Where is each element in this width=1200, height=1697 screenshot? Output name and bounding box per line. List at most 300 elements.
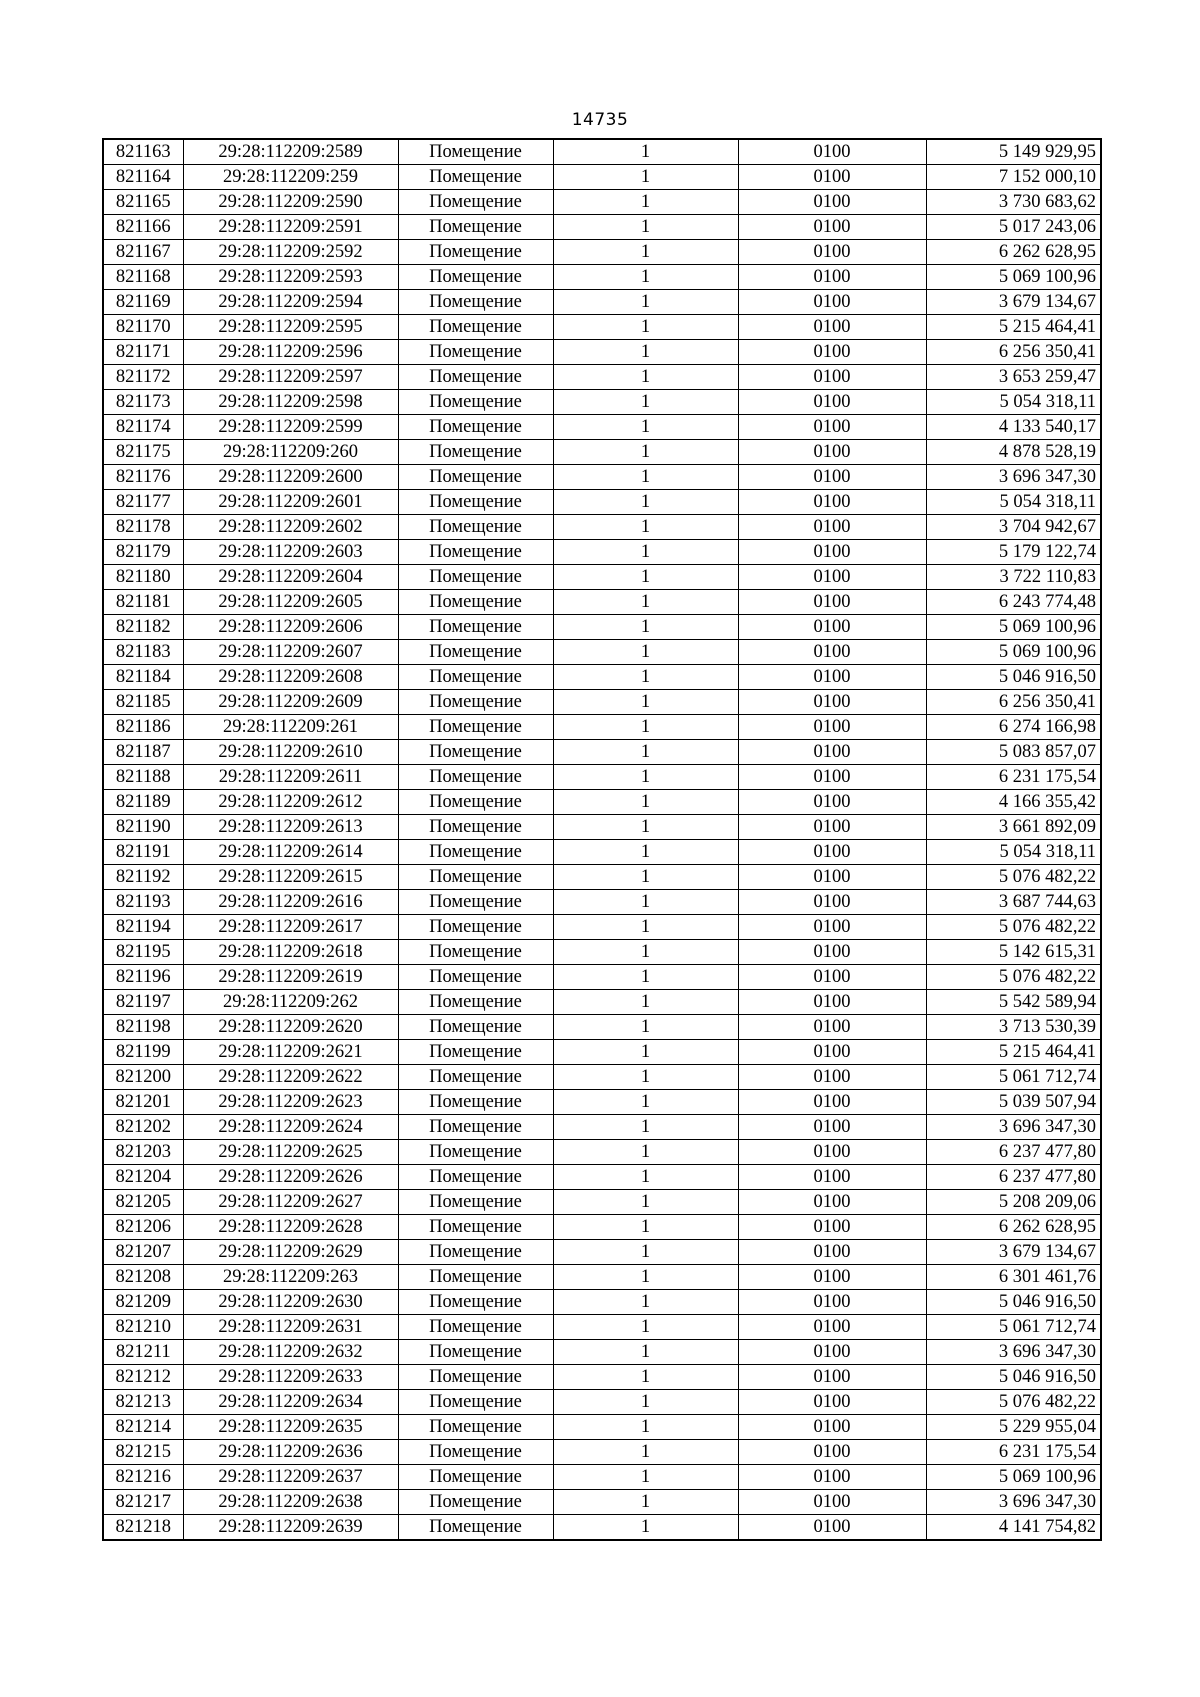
table-row	[103, 615, 1101, 640]
cadastral-number-cell: 29:28:112209:2600	[183, 465, 398, 490]
object-type-cell: Помещение	[398, 1115, 553, 1140]
table-row	[103, 540, 1101, 565]
cadastral-number-cell: 29:28:112209:2604	[183, 565, 398, 590]
cadastral-number-cell: 29:28:112209:262	[183, 990, 398, 1015]
object-type-cell: Помещение	[398, 990, 553, 1015]
cadastral-value-cell: 6 256 350,41	[926, 340, 1101, 365]
code-cell: 0100	[738, 340, 926, 365]
cadastral-number-cell: 29:28:112209:2611	[183, 765, 398, 790]
table-row	[103, 1340, 1101, 1365]
cadastral-value-cell: 5 542 589,94	[926, 990, 1101, 1015]
quantity-cell: 1	[553, 265, 738, 290]
row-number-cell: 821193	[103, 890, 183, 915]
code-cell: 0100	[738, 1090, 926, 1115]
table-row	[103, 365, 1101, 390]
cadastral-number-cell: 29:28:112209:2627	[183, 1190, 398, 1215]
cadastral-value-cell: 5 054 318,11	[926, 390, 1101, 415]
code-cell: 0100	[738, 565, 926, 590]
cadastral-value-cell: 3 722 110,83	[926, 565, 1101, 590]
cadastral-number-cell: 29:28:112209:2635	[183, 1415, 398, 1440]
row-number-cell: 821208	[103, 1265, 183, 1290]
table-row	[103, 940, 1101, 965]
cadastral-number-cell: 29:28:112209:259	[183, 165, 398, 190]
row-number-cell: 821206	[103, 1215, 183, 1240]
table-row	[103, 865, 1101, 890]
cadastral-number-cell: 29:28:112209:2606	[183, 615, 398, 640]
cadastral-value-cell: 3 679 134,67	[926, 290, 1101, 315]
quantity-cell: 1	[553, 440, 738, 465]
cadastral-value-cell: 5 215 464,41	[926, 1040, 1101, 1065]
code-cell: 0100	[738, 1240, 926, 1265]
table-row	[103, 1490, 1101, 1515]
table-row	[103, 890, 1101, 915]
object-type-cell: Помещение	[398, 1215, 553, 1240]
quantity-cell: 1	[553, 640, 738, 665]
table-row	[103, 1140, 1101, 1165]
row-number-cell: 821191	[103, 840, 183, 865]
quantity-cell: 1	[553, 540, 738, 565]
table-row	[103, 965, 1101, 990]
object-type-cell: Помещение	[398, 1340, 553, 1365]
object-type-cell: Помещение	[398, 790, 553, 815]
code-cell: 0100	[738, 215, 926, 240]
table-row	[103, 565, 1101, 590]
cadastral-number-cell: 29:28:112209:2631	[183, 1315, 398, 1340]
table-row	[103, 190, 1101, 215]
table-row	[103, 740, 1101, 765]
cadastral-value-cell: 5 046 916,50	[926, 1365, 1101, 1390]
row-number-cell: 821196	[103, 965, 183, 990]
table-row	[103, 490, 1101, 515]
object-type-cell: Помещение	[398, 815, 553, 840]
cadastral-value-cell: 6 274 166,98	[926, 715, 1101, 740]
code-cell: 0100	[738, 615, 926, 640]
quantity-cell: 1	[553, 990, 738, 1015]
row-number-cell: 821213	[103, 1390, 183, 1415]
code-cell: 0100	[738, 990, 926, 1015]
code-cell: 0100	[738, 815, 926, 840]
row-number-cell: 821181	[103, 590, 183, 615]
row-number-cell: 821217	[103, 1490, 183, 1515]
row-number-cell: 821170	[103, 315, 183, 340]
row-number-cell: 821175	[103, 440, 183, 465]
table-row	[103, 390, 1101, 415]
cadastral-value-cell: 6 262 628,95	[926, 240, 1101, 265]
row-number-cell: 821177	[103, 490, 183, 515]
cadastral-value-cell: 5 142 615,31	[926, 940, 1101, 965]
cadastral-number-cell: 29:28:112209:2626	[183, 1165, 398, 1190]
object-type-cell: Помещение	[398, 615, 553, 640]
object-type-cell: Помещение	[398, 1140, 553, 1165]
cadastral-value-cell: 5 069 100,96	[926, 1465, 1101, 1490]
object-type-cell: Помещение	[398, 865, 553, 890]
quantity-cell: 1	[553, 790, 738, 815]
cadastral-value-cell: 4 878 528,19	[926, 440, 1101, 465]
cadastral-value-cell: 5 054 318,11	[926, 840, 1101, 865]
code-cell: 0100	[738, 365, 926, 390]
quantity-cell: 1	[553, 665, 738, 690]
cadastral-value-cell: 5 061 712,74	[926, 1065, 1101, 1090]
code-cell: 0100	[738, 1265, 926, 1290]
code-cell: 0100	[738, 540, 926, 565]
code-cell: 0100	[738, 965, 926, 990]
quantity-cell: 1	[553, 1290, 738, 1315]
table-row	[103, 265, 1101, 290]
quantity-cell: 1	[553, 139, 738, 165]
row-number-cell: 821190	[103, 815, 183, 840]
object-type-cell: Помещение	[398, 715, 553, 740]
quantity-cell: 1	[553, 1015, 738, 1040]
table-row	[103, 765, 1101, 790]
cadastral-value-cell: 5 069 100,96	[926, 265, 1101, 290]
cadastral-number-cell: 29:28:112209:2620	[183, 1015, 398, 1040]
cadastral-value-cell: 5 061 712,74	[926, 1315, 1101, 1340]
row-number-cell: 821215	[103, 1440, 183, 1465]
table-row	[103, 590, 1101, 615]
row-number-cell: 821216	[103, 1465, 183, 1490]
cadastral-value-cell: 3 704 942,67	[926, 515, 1101, 540]
cadastral-number-cell: 29:28:112209:2612	[183, 790, 398, 815]
code-cell: 0100	[738, 590, 926, 615]
object-type-cell: Помещение	[398, 315, 553, 340]
cadastral-number-cell: 29:28:112209:2595	[183, 315, 398, 340]
quantity-cell: 1	[553, 190, 738, 215]
row-number-cell: 821209	[103, 1290, 183, 1315]
code-cell: 0100	[738, 1390, 926, 1415]
table-row	[103, 665, 1101, 690]
cadastral-number-cell: 29:28:112209:2596	[183, 340, 398, 365]
object-type-cell: Помещение	[398, 840, 553, 865]
object-type-cell: Помещение	[398, 1465, 553, 1490]
row-number-cell: 821171	[103, 340, 183, 365]
object-type-cell: Помещение	[398, 340, 553, 365]
cadastral-number-cell: 29:28:112209:2616	[183, 890, 398, 915]
cadastral-value-cell: 5 017 243,06	[926, 215, 1101, 240]
code-cell: 0100	[738, 840, 926, 865]
cadastral-number-cell: 29:28:112209:2619	[183, 965, 398, 990]
table-row	[103, 1065, 1101, 1090]
object-type-cell: Помещение	[398, 1090, 553, 1115]
registry-table	[102, 138, 1102, 1541]
cadastral-number-cell: 29:28:112209:2601	[183, 490, 398, 515]
cadastral-value-cell: 3 696 347,30	[926, 1340, 1101, 1365]
cadastral-number-cell: 29:28:112209:261	[183, 715, 398, 740]
row-number-cell: 821187	[103, 740, 183, 765]
cadastral-number-cell: 29:28:112209:2625	[183, 1140, 398, 1165]
quantity-cell: 1	[553, 365, 738, 390]
cadastral-value-cell: 6 231 175,54	[926, 1440, 1101, 1465]
row-number-cell: 821172	[103, 365, 183, 390]
row-number-cell: 821165	[103, 190, 183, 215]
cadastral-number-cell: 29:28:112209:2591	[183, 215, 398, 240]
table-row	[103, 915, 1101, 940]
quantity-cell: 1	[553, 915, 738, 940]
table-row	[103, 1415, 1101, 1440]
code-cell: 0100	[738, 290, 926, 315]
cadastral-value-cell: 5 076 482,22	[926, 965, 1101, 990]
row-number-cell: 821198	[103, 1015, 183, 1040]
object-type-cell: Помещение	[398, 1015, 553, 1040]
object-type-cell: Помещение	[398, 965, 553, 990]
cadastral-value-cell: 4 166 355,42	[926, 790, 1101, 815]
code-cell: 0100	[738, 1040, 926, 1065]
object-type-cell: Помещение	[398, 290, 553, 315]
table-row	[103, 440, 1101, 465]
cadastral-number-cell: 29:28:112209:2638	[183, 1490, 398, 1515]
cadastral-number-cell: 29:28:112209:2624	[183, 1115, 398, 1140]
object-type-cell: Помещение	[398, 1040, 553, 1065]
code-cell: 0100	[738, 1165, 926, 1190]
table-row	[103, 415, 1101, 440]
cadastral-value-cell: 6 237 477,80	[926, 1140, 1101, 1165]
object-type-cell: Помещение	[398, 515, 553, 540]
row-number-cell: 821210	[103, 1315, 183, 1340]
object-type-cell: Помещение	[398, 1290, 553, 1315]
row-number-cell: 821188	[103, 765, 183, 790]
quantity-cell: 1	[553, 940, 738, 965]
cadastral-value-cell: 5 149 929,95	[926, 139, 1101, 165]
object-type-cell: Помещение	[398, 465, 553, 490]
code-cell: 0100	[738, 1415, 926, 1440]
row-number-cell: 821179	[103, 540, 183, 565]
table-row	[103, 1090, 1101, 1115]
code-cell: 0100	[738, 1190, 926, 1215]
code-cell: 0100	[738, 690, 926, 715]
quantity-cell: 1	[553, 1315, 738, 1340]
table-row	[103, 165, 1101, 190]
quantity-cell: 1	[553, 1240, 738, 1265]
table-row	[103, 1265, 1101, 1290]
row-number-cell: 821197	[103, 990, 183, 1015]
cadastral-value-cell: 3 696 347,30	[926, 1490, 1101, 1515]
cadastral-value-cell: 7 152 000,10	[926, 165, 1101, 190]
object-type-cell: Помещение	[398, 1165, 553, 1190]
object-type-cell: Помещение	[398, 1315, 553, 1340]
code-cell: 0100	[738, 1215, 926, 1240]
page-number: 14735	[571, 110, 629, 130]
row-number-cell: 821199	[103, 1040, 183, 1065]
code-cell: 0100	[738, 490, 926, 515]
cadastral-number-cell: 29:28:112209:2605	[183, 590, 398, 615]
cadastral-number-cell: 29:28:112209:2615	[183, 865, 398, 890]
code-cell: 0100	[738, 190, 926, 215]
object-type-cell: Помещение	[398, 215, 553, 240]
cadastral-number-cell: 29:28:112209:260	[183, 440, 398, 465]
registry-table-body	[103, 139, 1101, 1540]
code-cell: 0100	[738, 465, 926, 490]
object-type-cell: Помещение	[398, 440, 553, 465]
code-cell: 0100	[738, 265, 926, 290]
cadastral-value-cell: 5 215 464,41	[926, 315, 1101, 340]
object-type-cell: Помещение	[398, 590, 553, 615]
cadastral-number-cell: 29:28:112209:2639	[183, 1515, 398, 1541]
code-cell: 0100	[738, 890, 926, 915]
row-number-cell: 821173	[103, 390, 183, 415]
row-number-cell: 821169	[103, 290, 183, 315]
cadastral-value-cell: 5 229 955,04	[926, 1415, 1101, 1440]
object-type-cell: Помещение	[398, 1365, 553, 1390]
cadastral-number-cell: 29:28:112209:2607	[183, 640, 398, 665]
quantity-cell: 1	[553, 1115, 738, 1140]
cadastral-value-cell: 5 069 100,96	[926, 640, 1101, 665]
cadastral-number-cell: 29:28:112209:2629	[183, 1240, 398, 1265]
quantity-cell: 1	[553, 1440, 738, 1465]
cadastral-number-cell: 29:28:112209:2621	[183, 1040, 398, 1065]
cadastral-value-cell: 3 653 259,47	[926, 365, 1101, 390]
quantity-cell: 1	[553, 415, 738, 440]
code-cell: 0100	[738, 1490, 926, 1515]
table-row	[103, 1440, 1101, 1465]
row-number-cell: 821185	[103, 690, 183, 715]
table-row	[103, 340, 1101, 365]
row-number-cell: 821204	[103, 1165, 183, 1190]
code-cell: 0100	[738, 1465, 926, 1490]
code-cell: 0100	[738, 1315, 926, 1340]
table-row	[103, 240, 1101, 265]
row-number-cell: 821201	[103, 1090, 183, 1115]
cadastral-value-cell: 5 076 482,22	[926, 915, 1101, 940]
object-type-cell: Помещение	[398, 540, 553, 565]
code-cell: 0100	[738, 165, 926, 190]
quantity-cell: 1	[553, 290, 738, 315]
table-row	[103, 315, 1101, 340]
cadastral-value-cell: 6 243 774,48	[926, 590, 1101, 615]
cadastral-value-cell: 3 730 683,62	[926, 190, 1101, 215]
object-type-cell: Помещение	[398, 1065, 553, 1090]
cadastral-value-cell: 5 179 122,74	[926, 540, 1101, 565]
cadastral-number-cell: 29:28:112209:2598	[183, 390, 398, 415]
cadastral-value-cell: 3 687 744,63	[926, 890, 1101, 915]
row-number-cell: 821212	[103, 1365, 183, 1390]
quantity-cell: 1	[553, 1190, 738, 1215]
table-row	[103, 1390, 1101, 1415]
object-type-cell: Помещение	[398, 139, 553, 165]
code-cell: 0100	[738, 415, 926, 440]
cadastral-number-cell: 29:28:112209:2609	[183, 690, 398, 715]
table-row	[103, 1465, 1101, 1490]
table-row	[103, 840, 1101, 865]
object-type-cell: Помещение	[398, 240, 553, 265]
cadastral-value-cell: 5 039 507,94	[926, 1090, 1101, 1115]
quantity-cell: 1	[553, 315, 738, 340]
row-number-cell: 821174	[103, 415, 183, 440]
cadastral-value-cell: 5 046 916,50	[926, 665, 1101, 690]
quantity-cell: 1	[553, 1065, 738, 1090]
cadastral-value-cell: 5 046 916,50	[926, 1290, 1101, 1315]
quantity-cell: 1	[553, 1340, 738, 1365]
code-cell: 0100	[738, 1365, 926, 1390]
cadastral-value-cell: 6 237 477,80	[926, 1165, 1101, 1190]
row-number-cell: 821164	[103, 165, 183, 190]
quantity-cell: 1	[553, 865, 738, 890]
code-cell: 0100	[738, 1140, 926, 1165]
table-row	[103, 1315, 1101, 1340]
quantity-cell: 1	[553, 590, 738, 615]
quantity-cell: 1	[553, 815, 738, 840]
quantity-cell: 1	[553, 565, 738, 590]
cadastral-value-cell: 4 141 754,82	[926, 1515, 1101, 1541]
row-number-cell: 821180	[103, 565, 183, 590]
cadastral-value-cell: 5 076 482,22	[926, 865, 1101, 890]
cadastral-value-cell: 3 713 530,39	[926, 1015, 1101, 1040]
cadastral-value-cell: 6 231 175,54	[926, 765, 1101, 790]
object-type-cell: Помещение	[398, 190, 553, 215]
object-type-cell: Помещение	[398, 265, 553, 290]
cadastral-number-cell: 29:28:112209:2617	[183, 915, 398, 940]
cadastral-value-cell: 3 679 134,67	[926, 1240, 1101, 1265]
quantity-cell: 1	[553, 715, 738, 740]
quantity-cell: 1	[553, 390, 738, 415]
row-number-cell: 821163	[103, 139, 183, 165]
cadastral-value-cell: 5 083 857,07	[926, 740, 1101, 765]
code-cell: 0100	[738, 1015, 926, 1040]
cadastral-number-cell: 29:28:112209:2622	[183, 1065, 398, 1090]
code-cell: 0100	[738, 790, 926, 815]
table-row	[103, 690, 1101, 715]
code-cell: 0100	[738, 940, 926, 965]
object-type-cell: Помещение	[398, 1490, 553, 1515]
cadastral-value-cell: 6 256 350,41	[926, 690, 1101, 715]
table-row	[103, 1515, 1101, 1541]
object-type-cell: Помещение	[398, 565, 553, 590]
table-row	[103, 1015, 1101, 1040]
code-cell: 0100	[738, 139, 926, 165]
quantity-cell: 1	[553, 340, 738, 365]
row-number-cell: 821178	[103, 515, 183, 540]
row-number-cell: 821194	[103, 915, 183, 940]
cadastral-number-cell: 29:28:112209:2636	[183, 1440, 398, 1465]
row-number-cell: 821207	[103, 1240, 183, 1265]
quantity-cell: 1	[553, 215, 738, 240]
cadastral-number-cell: 29:28:112209:2589	[183, 139, 398, 165]
code-cell: 0100	[738, 865, 926, 890]
cadastral-number-cell: 29:28:112209:2602	[183, 515, 398, 540]
row-number-cell: 821189	[103, 790, 183, 815]
quantity-cell: 1	[553, 1390, 738, 1415]
quantity-cell: 1	[553, 490, 738, 515]
code-cell: 0100	[738, 665, 926, 690]
cadastral-number-cell: 29:28:112209:2618	[183, 940, 398, 965]
table-row	[103, 790, 1101, 815]
table-row	[103, 215, 1101, 240]
object-type-cell: Помещение	[398, 1190, 553, 1215]
table-row	[103, 290, 1101, 315]
row-number-cell: 821176	[103, 465, 183, 490]
quantity-cell: 1	[553, 1515, 738, 1541]
object-type-cell: Помещение	[398, 640, 553, 665]
cadastral-value-cell: 3 696 347,30	[926, 1115, 1101, 1140]
quantity-cell: 1	[553, 765, 738, 790]
row-number-cell: 821166	[103, 215, 183, 240]
object-type-cell: Помещение	[398, 1390, 553, 1415]
table-row	[103, 1165, 1101, 1190]
table-row	[103, 1240, 1101, 1265]
row-number-cell: 821183	[103, 640, 183, 665]
table-row	[103, 1215, 1101, 1240]
object-type-cell: Помещение	[398, 665, 553, 690]
code-cell: 0100	[738, 915, 926, 940]
table-row	[103, 1365, 1101, 1390]
code-cell: 0100	[738, 440, 926, 465]
row-number-cell: 821202	[103, 1115, 183, 1140]
table-row	[103, 1115, 1101, 1140]
quantity-cell: 1	[553, 840, 738, 865]
cadastral-number-cell: 29:28:112209:263	[183, 1265, 398, 1290]
code-cell: 0100	[738, 1290, 926, 1315]
code-cell: 0100	[738, 1340, 926, 1365]
object-type-cell: Помещение	[398, 690, 553, 715]
cadastral-number-cell: 29:28:112209:2632	[183, 1340, 398, 1365]
